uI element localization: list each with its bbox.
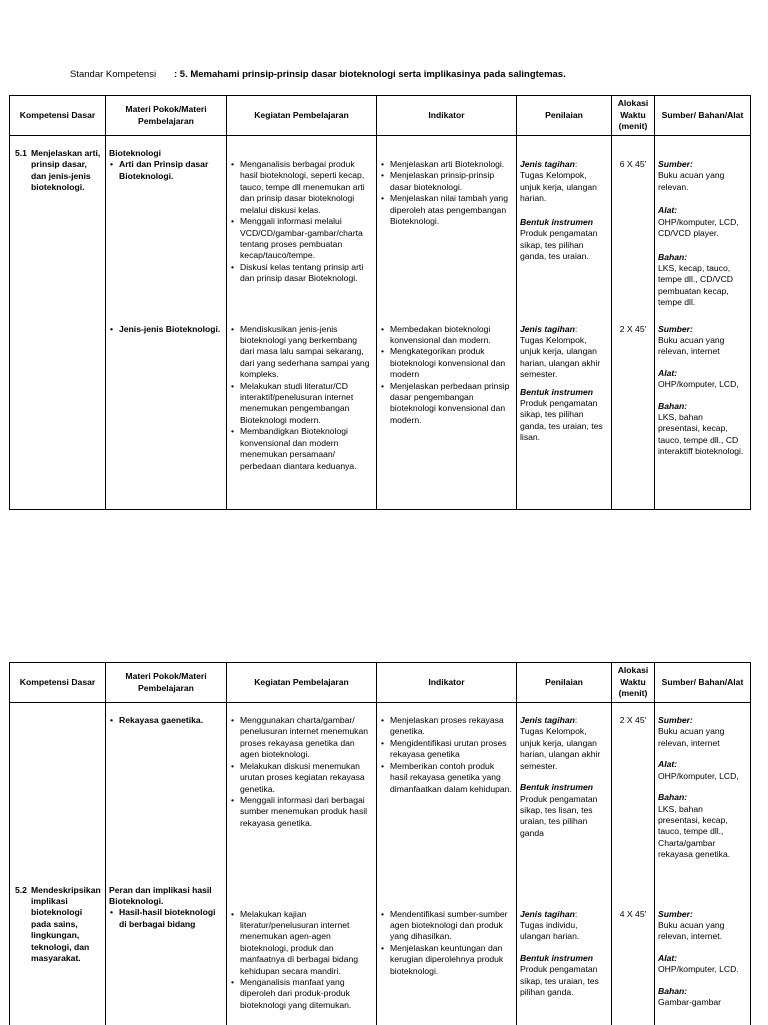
- list-item: • Melakukan kajian literatur/penelusuran internet menemukan agen-agen bioteknologi, produk dan manfaatnya di berbagai bidang kehidupan secara mandiri.: [240, 909, 373, 978]
- sumber-text: Buku acuan yang relevan.: [658, 170, 725, 192]
- bahan-text: LKS, kecap, tauco, tempe dll., CD/VCD pembuatan kecap, tempe dll.: [658, 262, 733, 308]
- bentuk-instrumen-label: Bentuk instrumen: [520, 386, 594, 397]
- jenis-tagihan-label: Jenis tagihan: [520, 715, 575, 725]
- kompetensi-cell: [10, 703, 106, 883]
- penilaian-cell: Jenis tagihan: Tugas individu, ulangan harian. Bentuk instrumen Produk pengamatan sikap, tes uraian, tes pilihan ganda.: [517, 883, 612, 1025]
- jenis-tagihan-text: Tugas Kelompok, unjuk kerja, ulangan harian.: [520, 170, 597, 204]
- alat-label: Alat:: [658, 759, 678, 770]
- kompetensi-cell: [10, 883, 106, 1025]
- bahan-label: Bahan:: [658, 792, 688, 803]
- kd-number: 5.2: [15, 884, 27, 895]
- alat-label: Alat:: [658, 367, 678, 378]
- list-item: • Menganalisis berbagai produk hasil bioteknologi, seperti kecap, tauco, tempe dll menemukan arti dan prinsip dasar bioteknologi melalui diskusi kelas.: [240, 159, 373, 216]
- list-item: • Membedakan bioteknologi konvensional dan modern.: [390, 324, 513, 347]
- standar-label: Standar Kompetensi: [70, 69, 157, 80]
- list-item: • Membandigkan Bioteknologi konvensional dan modern menemukan persamaan/ perbedaan diantara keduanya.: [240, 426, 373, 472]
- kompetensi-cell: [10, 320, 106, 510]
- list-item: • Melakukan diskusi menemukan urutan proses kegiatan rekayasa genetika.: [240, 761, 373, 795]
- list-item: • Menjelaskan perbedaan prinsip dasar pengembangan bioteknologi konvensional dan modern.: [390, 381, 513, 427]
- sumber-label: Sumber:: [658, 323, 693, 334]
- materi-title: Peran dan implikasi hasil Bioteknologi.: [109, 884, 212, 906]
- list-item: • Melakukan studi literatur/CD interaktif/penelusuran internet menemukan pengembangan Bioteknologi modern.: [240, 381, 373, 427]
- table-row: [10, 136, 751, 320]
- bentuk-instrumen-text: Produk pengamatan sikap, tes pilihan ganda, tes uraian.: [520, 228, 598, 261]
- header-kompetensi: Kompetensi Dasar: [10, 663, 106, 703]
- list-item: • Mengidentifikasi urutan proses rekayasa genetika: [390, 738, 513, 761]
- jenis-tagihan-text: Tugas individu, ulangan harian.: [520, 919, 580, 942]
- bentuk-instrumen-label: Bentuk instrumen: [520, 952, 594, 963]
- alat-text: OHP/komputer, LCD, CD/VCD player.: [658, 216, 739, 239]
- header-kompetensi: Kompetensi Dasar: [10, 96, 106, 136]
- header-penilaian: Penilaian: [517, 96, 612, 136]
- list-item: • Menjelaskan proses rekayasa genetika.: [390, 715, 513, 738]
- materi-cell: [106, 320, 227, 510]
- kegiatan-cell: [227, 136, 377, 320]
- indikator-cell: [377, 883, 517, 1025]
- sumber-cell: [655, 136, 751, 320]
- kd-text: Mendeskripsikan implikasi bioteknologi pada sains, lingkungan, teknologi, dan masyarakat.: [31, 884, 101, 964]
- materi-cell: [106, 883, 227, 1025]
- jenis-tagihan-text: Tugas Kelompok, unjuk kerja, ulangan harian, ulangan akhir semester.: [520, 726, 601, 771]
- sumber-label: Sumber:: [658, 159, 693, 169]
- bahan-text: LKS, bahan presentasi, kecap, tauco, tempe dll., CD interaktiff bioteknologi.: [658, 412, 744, 457]
- penilaian-cell: Jenis tagihan: Tugas Kelompok, unjuk kerja, ulangan harian, ulangan akhir semester. Bentuk instrumen Produk pengamatan sikap, tes lisan, tes uraian, tes pilihan ganda: [517, 703, 612, 883]
- table-row: [10, 320, 751, 510]
- list-item: • Menggunakan charta/gambar/ penelusuran internet menemukan proses rekayasa genetika dan agen bioteknologi.: [240, 715, 373, 761]
- indikator-cell: [377, 320, 517, 510]
- header-kegiatan: Kegiatan Pembelajaran: [227, 96, 377, 136]
- header-indikator: Indikator: [377, 663, 517, 703]
- kd-text: Menjelaskan arti, prinsip dasar, dan jenis-jenis bioteknologi.: [31, 148, 101, 193]
- materi-item: • Rekayasa gaenetika.: [119, 715, 223, 726]
- alat-text: OHP/komputer, LCD,: [658, 770, 739, 781]
- jenis-tagihan-label: Jenis tagihan: [520, 323, 575, 334]
- standar-value: : 5. Memahami prinsip-prinsip dasar bioteknologi serta implikasinya pada salingtemas.: [174, 69, 566, 80]
- materi-item: • Arti dan Prinsip dasar Bioteknologi.: [119, 159, 223, 182]
- sumber-label: Sumber:: [658, 715, 693, 725]
- alokasi-cell: 6 X 45': [612, 136, 655, 320]
- materi-cell: [106, 136, 227, 320]
- sumber-cell: [655, 703, 751, 883]
- jenis-tagihan-text: Tugas Kelompok, unjuk kerja, ulangan harian, ulangan akhir semester.: [520, 334, 601, 380]
- header-sumber: Sumber/ Bahan/Alat: [655, 663, 751, 703]
- sumber-cell: [655, 883, 751, 1025]
- header-alokasi: Alokasi Waktu (menit): [612, 96, 655, 136]
- bentuk-instrumen-label: Bentuk instrumen: [520, 216, 594, 227]
- kd-number: 5.1: [15, 148, 27, 158]
- sumber-label: Sumber:: [658, 908, 693, 919]
- sumber-text: Buku acuan yang relevan, internet: [658, 726, 725, 748]
- list-item: • Menjelaskan prinsip-prinsip dasar bioteknologi.: [390, 170, 513, 193]
- kegiatan-cell: [227, 320, 377, 510]
- alokasi-cell: 2 X 45': [612, 703, 655, 883]
- header-kegiatan: Kegiatan Pembelajaran: [227, 663, 377, 703]
- table-row: [10, 703, 751, 883]
- table-row: [10, 883, 751, 1025]
- materi-item: • Hasil-hasil bioteknologi di berbagai bidang: [119, 907, 223, 930]
- silabus-table-2: [9, 662, 751, 1025]
- bentuk-instrumen-label: Bentuk instrumen: [520, 782, 594, 793]
- materi-cell: [106, 703, 227, 883]
- list-item: • Menggali informasi dari berbagai sumber menemukan produk hasil rekayasa genetika.: [240, 795, 373, 829]
- alat-label: Alat:: [658, 205, 678, 216]
- header-row: [10, 663, 751, 703]
- list-item: • Menjelaskan nilai tambah yang diperoleh atas pengembangan Bioteknologi.: [390, 193, 513, 227]
- bentuk-instrumen-text: Produk pengamatan sikap, tes uraian, tes pilihan ganda.: [520, 964, 599, 998]
- bahan-text: Gambar-gambar: [658, 997, 722, 1008]
- header-row: [10, 96, 751, 136]
- header-materi: Materi Pokok/Materi Pembelajaran: [106, 96, 227, 136]
- list-item: • Diskusi kelas tentang prinsip arti dan prinsip dasar Bioteknologi.: [240, 262, 373, 285]
- bahan-label: Bahan:: [658, 400, 688, 411]
- jenis-tagihan-label: Jenis tagihan: [520, 908, 575, 919]
- list-item: • Menjelaskan arti Bioteknologi.: [390, 159, 513, 170]
- materi-item: • Jenis-jenis Bioteknologi.: [119, 324, 223, 335]
- header-materi: Materi Pokok/Materi Pembelajaran: [106, 663, 227, 703]
- alat-text: OHP/komputer, LCD,: [658, 379, 739, 390]
- bahan-text: LKS, bahan presentasi, kecap, tauco, tempe dll., Charta/gambar rekayasa genetika.: [658, 803, 731, 860]
- list-item: • Menggali informasi melalui VCD/CD/gambar-gambar/charta tentang proses pembuatan kecap/tauco/tempe.: [240, 216, 373, 262]
- alat-label: Alat:: [658, 952, 678, 963]
- indikator-cell: [377, 136, 517, 320]
- kegiatan-cell: [227, 703, 377, 883]
- materi-title: Bioteknologi: [109, 148, 162, 158]
- sumber-text: Buku acuan yang relevan, internet: [658, 334, 725, 357]
- alat-text: OHP/komputer, LCD.: [658, 964, 739, 975]
- silabus-table-1: [9, 95, 751, 510]
- alokasi-cell: 2 X 45': [612, 320, 655, 510]
- sumber-cell: [655, 320, 751, 510]
- header-penilaian: Penilaian: [517, 663, 612, 703]
- list-item: • Mendiskusikan jenis-jenis bioteknologi yang berkembang dari masa lalu sampai sekarang, dari yang sederhana sampai yang kompleks.: [240, 324, 373, 381]
- list-item: • Memberikan contoh produk hasil rekayasa genetika yang dimanfaatkan dalam kehidupan.: [390, 761, 513, 795]
- indikator-cell: [377, 703, 517, 883]
- bentuk-instrumen-text: Produk pengamatan sikap, tes lisan, tes uraian, tes pilihan ganda: [520, 793, 598, 838]
- header-indikator: Indikator: [377, 96, 517, 136]
- bahan-label: Bahan:: [658, 985, 688, 996]
- kompetensi-cell: [10, 136, 106, 320]
- header-sumber: Sumber/ Bahan/Alat: [655, 96, 751, 136]
- bahan-label: Bahan:: [658, 251, 688, 262]
- penilaian-cell: Jenis tagihan: Tugas Kelompok, unjuk kerja, ulangan harian. Bentuk instrumen Produk pengamatan sikap, tes pilihan ganda, tes uraian.: [517, 136, 612, 320]
- list-item: • Menganalisis manfaat yang diperoleh dari produk-produk bioteknologi yang ditemukan.: [240, 977, 373, 1011]
- alokasi-cell: 4 X 45': [612, 883, 655, 1025]
- jenis-tagihan-label: Jenis tagihan: [520, 159, 575, 169]
- penilaian-cell: Jenis tagihan: Tugas Kelompok, unjuk kerja, ulangan harian, ulangan akhir semester. Bentuk instrumen Produk pengamatan sikap, tes pilihan ganda, tes uraian, tes lisan.: [517, 320, 612, 510]
- bentuk-instrumen-text: Produk pengamatan sikap, tes pilihan ganda, tes uraian, tes lisan.: [520, 398, 603, 443]
- list-item: • Menjelaskan keuntungan dan kerugian diperolehnya produk bioteknologi.: [390, 943, 513, 977]
- list-item: • Mendentifikasi sumber-sumber agen bioteknologi dan produk yang dihasilkan.: [390, 909, 513, 943]
- list-item: • Mengkategorikan produk bioteknologi konvensional dan modern: [390, 346, 513, 380]
- standar-kompetensi: [70, 69, 566, 80]
- header-alokasi: Alokasi Waktu (menit): [612, 663, 655, 703]
- kegiatan-cell: [227, 883, 377, 1025]
- sumber-text: Buku acuan yang relevan, internet.: [658, 919, 725, 942]
